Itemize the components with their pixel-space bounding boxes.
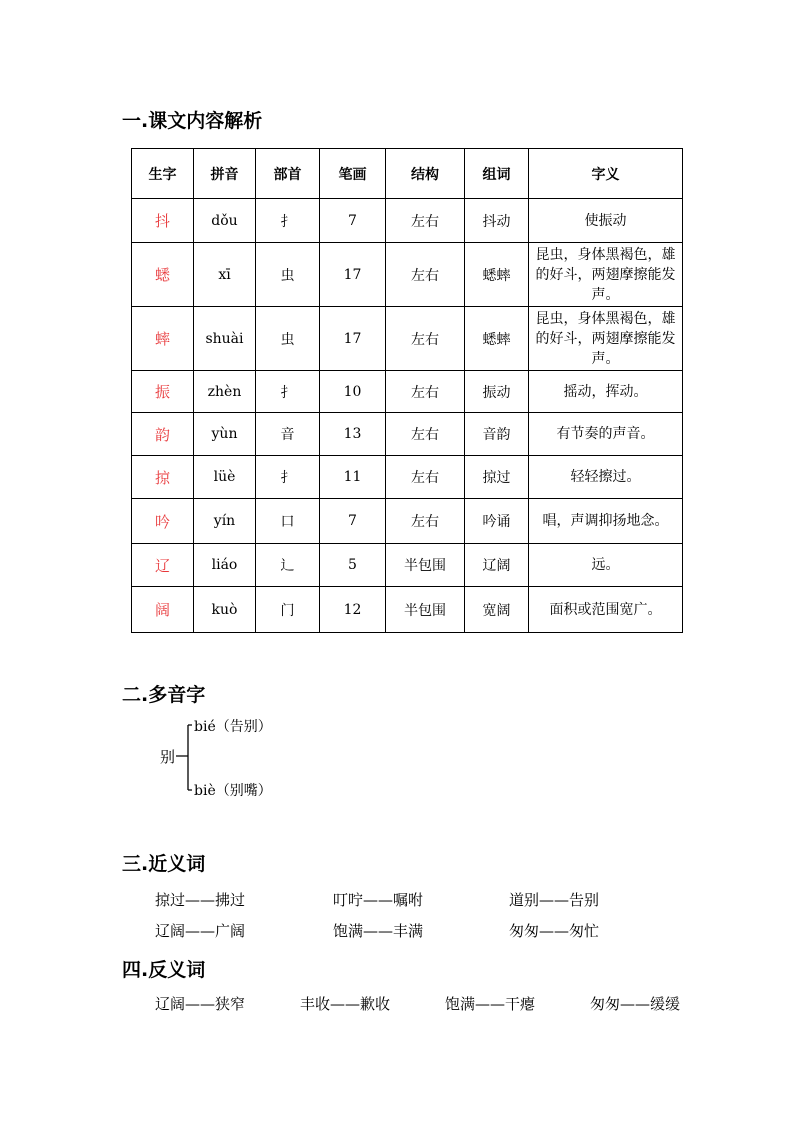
- table-row: [132, 544, 683, 587]
- section-heading-antonyms: 四.反义词: [122, 959, 206, 981]
- synonym-pair: 道别——告别: [509, 891, 600, 909]
- col-header: 字义: [529, 149, 683, 199]
- cell-pinyin: zhèn: [194, 371, 256, 413]
- cell-new-char: 掠: [132, 456, 194, 499]
- cell-word: 音韵: [465, 413, 529, 456]
- cell-new-char: 吟: [132, 499, 194, 544]
- cell-meaning: 轻轻擦过。: [529, 456, 683, 499]
- synonym-pair: 辽阔——广阔: [155, 922, 246, 940]
- cell-strokes: 7: [320, 499, 386, 544]
- col-header: 拼音: [194, 149, 256, 199]
- cell-new-char: 蟀: [132, 307, 194, 371]
- cell-word: 辽阔: [465, 544, 529, 587]
- cell-new-char: 蟋: [132, 243, 194, 307]
- cell-new-char: 抖: [132, 199, 194, 243]
- cell-radical: 口: [256, 499, 320, 544]
- cell-radical: 音: [256, 413, 320, 456]
- cell-pinyin: liáo: [194, 544, 256, 587]
- cell-structure: 左右: [386, 371, 465, 413]
- col-header: 结构: [386, 149, 465, 199]
- table-row: [132, 499, 683, 544]
- antonym-pair: 丰收——歉收: [300, 995, 391, 1013]
- cell-pinyin: shuài: [194, 307, 256, 371]
- cell-word: 吟诵: [465, 499, 529, 544]
- table-row: [132, 456, 683, 499]
- cell-strokes: 17: [320, 307, 386, 371]
- cell-new-char: 振: [132, 371, 194, 413]
- polyphone-reading-1: bié（告别）: [194, 719, 272, 735]
- section-heading-polyphone: 二.多音字: [122, 684, 206, 706]
- cell-pinyin: kuò: [194, 587, 256, 633]
- col-header: 组词: [465, 149, 529, 199]
- cell-word: 蟋蟀: [465, 307, 529, 371]
- cell-radical: 门: [256, 587, 320, 633]
- cell-new-char: 阔: [132, 587, 194, 633]
- cell-structure: 左右: [386, 243, 465, 307]
- synonym-pair: 叮咛——嘱咐: [333, 891, 424, 909]
- cell-meaning: 唱，声调抑扬地念。: [529, 499, 683, 544]
- section-heading-synonyms: 三.近义词: [122, 853, 206, 875]
- cell-structure: 半包围: [386, 544, 465, 587]
- polyphone-char: 别: [160, 748, 176, 766]
- cell-structure: 左右: [386, 499, 465, 544]
- table-row: [132, 243, 683, 307]
- cell-meaning: 有节奏的声音。: [529, 413, 683, 456]
- cell-radical: 扌: [256, 199, 320, 243]
- cell-word: 掠过: [465, 456, 529, 499]
- vocab-table: [131, 148, 683, 633]
- antonym-pair: 饱满——干瘪: [445, 995, 536, 1013]
- cell-strokes: 7: [320, 199, 386, 243]
- cell-meaning: 昆虫，身体黑褐色，雄的好斗，两翅摩擦能发声。: [529, 307, 683, 371]
- cell-new-char: 辽: [132, 544, 194, 587]
- cell-radical: 扌: [256, 371, 320, 413]
- cell-pinyin: yín: [194, 499, 256, 544]
- cell-pinyin: xī: [194, 243, 256, 307]
- table-row: [132, 199, 683, 243]
- cell-strokes: 5: [320, 544, 386, 587]
- cell-radical: 扌: [256, 456, 320, 499]
- cell-structure: 左右: [386, 307, 465, 371]
- cell-structure: 半包围: [386, 587, 465, 633]
- cell-strokes: 17: [320, 243, 386, 307]
- col-header: 生字: [132, 149, 194, 199]
- cell-meaning: 面积或范围宽广。: [529, 587, 683, 633]
- cell-structure: 左右: [386, 413, 465, 456]
- cell-word: 振动: [465, 371, 529, 413]
- table-row: [132, 587, 683, 633]
- cell-new-char: 韵: [132, 413, 194, 456]
- cell-word: 蟋蟀: [465, 243, 529, 307]
- synonym-pair: 匆匆——匆忙: [509, 922, 600, 940]
- col-header: 笔画: [320, 149, 386, 199]
- cell-meaning: 昆虫，身体黑褐色，雄的好斗，两翅摩擦能发声。: [529, 243, 683, 307]
- table-header-row: [132, 149, 683, 199]
- cell-meaning: 摇动，挥动。: [529, 371, 683, 413]
- table-row: [132, 371, 683, 413]
- table-row: [132, 413, 683, 456]
- cell-radical: 虫: [256, 307, 320, 371]
- cell-radical: 虫: [256, 243, 320, 307]
- cell-word: 宽阔: [465, 587, 529, 633]
- cell-structure: 左右: [386, 199, 465, 243]
- cell-meaning: 使振动: [529, 199, 683, 243]
- cell-pinyin: dǒu: [194, 199, 256, 243]
- cell-pinyin: lüè: [194, 456, 256, 499]
- cell-pinyin: yùn: [194, 413, 256, 456]
- antonym-pair: 匆匆——缓缓: [590, 995, 681, 1013]
- table-row: [132, 307, 683, 371]
- polyphone-reading-2: biè（别嘴）: [194, 783, 272, 799]
- cell-strokes: 12: [320, 587, 386, 633]
- cell-strokes: 13: [320, 413, 386, 456]
- cell-structure: 左右: [386, 456, 465, 499]
- section-heading-analysis: 一.课文内容解析: [122, 110, 263, 132]
- synonym-pair: 掠过——拂过: [155, 891, 246, 909]
- cell-strokes: 10: [320, 371, 386, 413]
- cell-meaning: 远。: [529, 544, 683, 587]
- col-header: 部首: [256, 149, 320, 199]
- antonym-pair: 辽阔——狭窄: [155, 995, 246, 1013]
- cell-word: 抖动: [465, 199, 529, 243]
- cell-strokes: 11: [320, 456, 386, 499]
- synonym-pair: 饱满——丰满: [333, 922, 424, 940]
- cell-radical: 辶: [256, 544, 320, 587]
